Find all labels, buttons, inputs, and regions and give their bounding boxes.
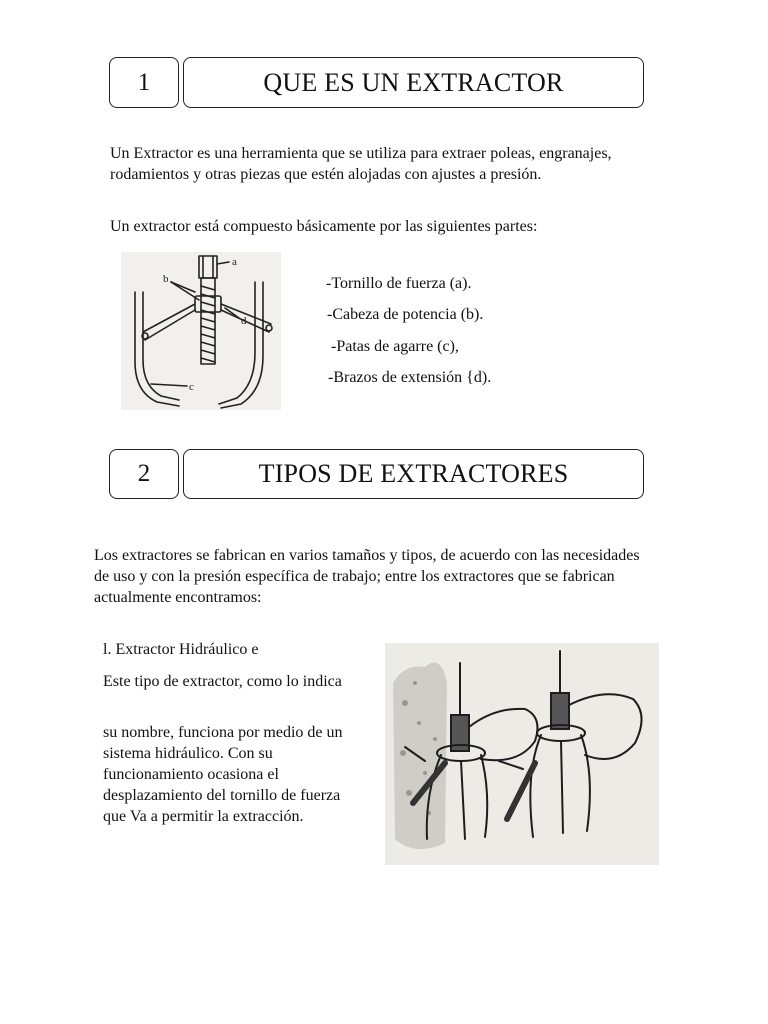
section-2-intro: Los extractores se fabrican en varios tamaños y tipos, de acuerdo con las necesidades de uso y con la presión específica de trabajo; entre los extractores que se fabrican actualmente encontramos:	[94, 547, 640, 606]
hydraulic-extractor-figure	[385, 643, 659, 865]
section-2-number-box	[109, 449, 179, 499]
section-1-title-box	[183, 57, 644, 108]
section-1-parts-intro: Un extractor está compuesto básicamente por las siguientes partes:	[110, 218, 538, 235]
section-1-title: QUE ES UN EXTRACTOR	[263, 67, 564, 97]
hydraulic-extractor-heading: l. Extractor Hidráulico e	[103, 641, 259, 658]
section-1-number-box	[109, 57, 179, 108]
part-item-legs: -Patas de agarre (c),	[331, 338, 459, 355]
figure-label-b: b	[163, 273, 169, 285]
section-2-number: 2	[137, 460, 151, 487]
hydraulic-extractor-text-2: su nombre, funciona por medio de un sistema hidráulico. Con su funcionamiento ocasiona el desplazamiento del tornillo de fuerza que Va a permitir la extracción.	[103, 724, 343, 825]
section-1-definition: Un Extractor es una herramienta que se utiliza para extraer poleas, engranajes, rodamientos y otras piezas que estén alojadas con ajustes a presión.	[110, 145, 612, 183]
part-item-screw: -Tornillo de fuerza (a).	[326, 275, 472, 292]
part-item-arms: -Brazos de extensión {d).	[328, 369, 492, 386]
section-2-title-box	[183, 449, 644, 499]
figure-label-c: c	[189, 381, 194, 393]
figure-label-d: d	[241, 315, 247, 327]
part-item-head: -Cabeza de potencia (b).	[327, 306, 484, 323]
section-2-title: TIPOS DE EXTRACTORES	[258, 459, 569, 488]
extractor-parts-figure	[121, 252, 281, 410]
section-1-number: 1	[137, 68, 151, 96]
hydraulic-extractor-text-1: Este tipo de extractor, como lo indica	[103, 673, 342, 690]
figure-label-a: a	[232, 256, 237, 268]
